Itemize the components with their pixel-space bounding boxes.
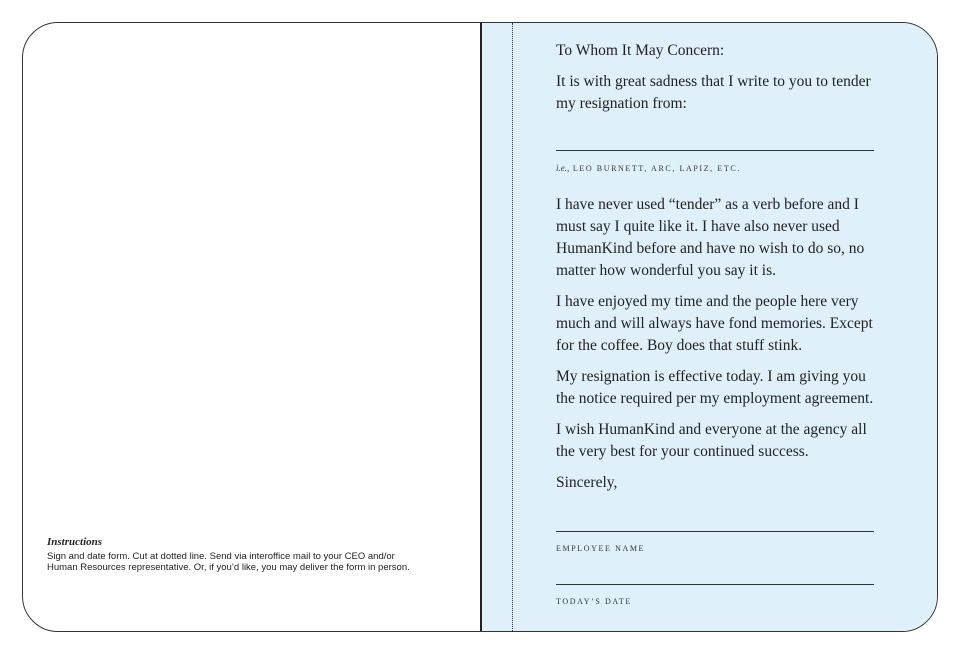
- closing: Sincerely,: [556, 474, 618, 491]
- employee-name-label: EMPLOYEE NAME: [556, 544, 646, 553]
- company-hint: LEO BURNETT, ARC, LAPIZ, ETC.: [572, 164, 741, 173]
- salutation: To Whom It May Concern:: [556, 42, 725, 59]
- paragraph: I wish HumanKind and everyone at the agency all the very best for your continued success.: [556, 421, 867, 460]
- fold-line: [480, 23, 482, 631]
- paragraph: My resignation is effective today. I am giving you the notice required per my employment agreement.: [556, 368, 874, 407]
- employee-name-field[interactable]: [556, 531, 874, 532]
- paragraph: I have enjoyed my time and the people here very much and will always have fond memories. Except for the coffee. Boy does that stuff stink.: [556, 293, 873, 354]
- instructions-body: Sign and date form. Cut at dotted line. Send via interoffice mail to your CEO and/or Human Resources representative. Or, if you’d like, you may deliver the form in person.: [47, 550, 410, 573]
- letter-body: [556, 40, 874, 613]
- date-label: TODAY’S DATE: [556, 597, 632, 606]
- intro-paragraph: It is with great sadness that I write to you to tender my resignation from:: [556, 73, 871, 112]
- instructions-title: Instructions: [47, 536, 103, 548]
- company-hint-prefix: i.e.,: [556, 163, 570, 173]
- paragraph: I have never used “tender” as a verb before and I must say I quite like it. I have also never used HumanKind before and have no wish to do so, no matter how wonderful you say it is.: [556, 196, 865, 279]
- instructions: [47, 537, 427, 574]
- cut-line: [512, 23, 513, 631]
- company-field[interactable]: [556, 150, 874, 151]
- date-field[interactable]: [556, 584, 874, 585]
